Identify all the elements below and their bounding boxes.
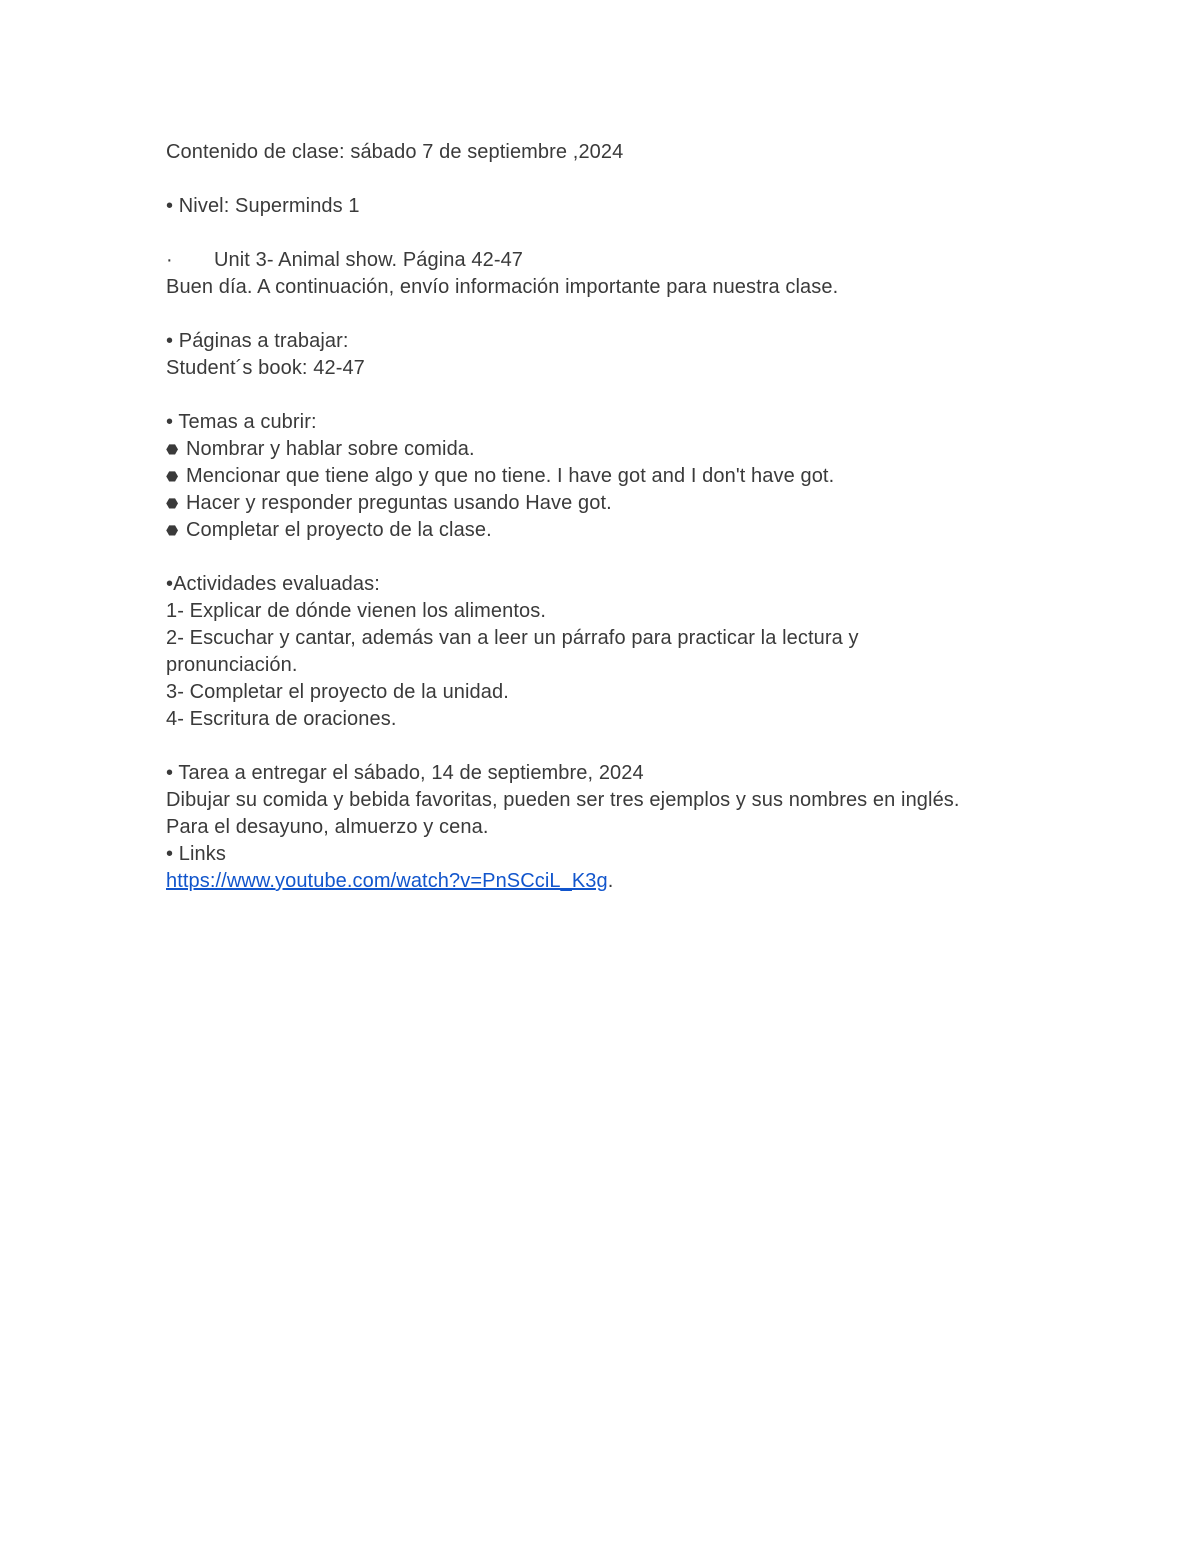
homework-heading: • Tarea a entregar el sábado, 14 de septiembre, 2024 [166, 762, 644, 784]
bullet-icon: ⬣ [166, 468, 179, 484]
spacer [166, 301, 1046, 328]
activity-item: 2- Escuchar y cantar, además van a leer un párrafo para practicar la lectura y pronunciación. [166, 627, 859, 676]
pages-heading: • Páginas a trabajar: [166, 330, 349, 352]
spacer [166, 220, 1046, 247]
pages-value: Student´s book: 42-47 [166, 357, 365, 379]
unit-bullet: · [166, 249, 173, 271]
spacer [166, 382, 1046, 409]
unit-text: Unit 3- Animal show. Página 42-47 [214, 249, 524, 271]
activity-item: 3- Completar el proyecto de la unidad. [166, 681, 509, 703]
topics-heading: • Temas a cubrir: [166, 411, 317, 433]
activities-heading: •Actividades evaluadas: [166, 573, 380, 595]
level-line: • Nivel: Superminds 1 [166, 195, 360, 217]
bullet-icon: ⬣ [166, 522, 179, 538]
topic-item: ⬣ Nombrar y hablar sobre comida. [166, 436, 1046, 463]
spacer [166, 733, 1046, 760]
activity-item: 1- Explicar de dónde vienen los alimentos. [166, 600, 546, 622]
bullet-icon: ⬣ [166, 495, 179, 511]
activity-item: 4- Escritura de oraciones. [166, 708, 397, 730]
greeting-line: Buen día. A continuación, envío información importante para nuestra clase. [166, 276, 839, 298]
unit-line [166, 247, 1046, 274]
homework-description: Dibujar su comida y bebida favoritas, pueden ser tres ejemplos y sus nombres en inglés. [166, 789, 960, 811]
topic-item: ⬣ Hacer y responder preguntas usando Have got. [166, 490, 1046, 517]
spacer [166, 544, 1046, 571]
link-line [166, 868, 1046, 895]
homework-meals: Para el desayuno, almuerzo y cena. [166, 816, 489, 838]
topic-item: ⬣ Completar el proyecto de la clase. [166, 517, 1046, 544]
links-heading: • Links [166, 843, 226, 865]
link-suffix: . [607, 870, 614, 892]
document-body [166, 139, 1046, 895]
spacer [166, 166, 1046, 193]
bullet-icon: ⬣ [166, 441, 179, 457]
youtube-link[interactable]: https://www.youtube.com/watch?v=PnSCciL_K3g [166, 870, 608, 892]
topic-item: ⬣ Mencionar que tiene algo y que no tiene. I have got and I don't have got. [166, 463, 1046, 490]
document-title: Contenido de clase: sábado 7 de septiembre ,2024 [166, 141, 624, 163]
